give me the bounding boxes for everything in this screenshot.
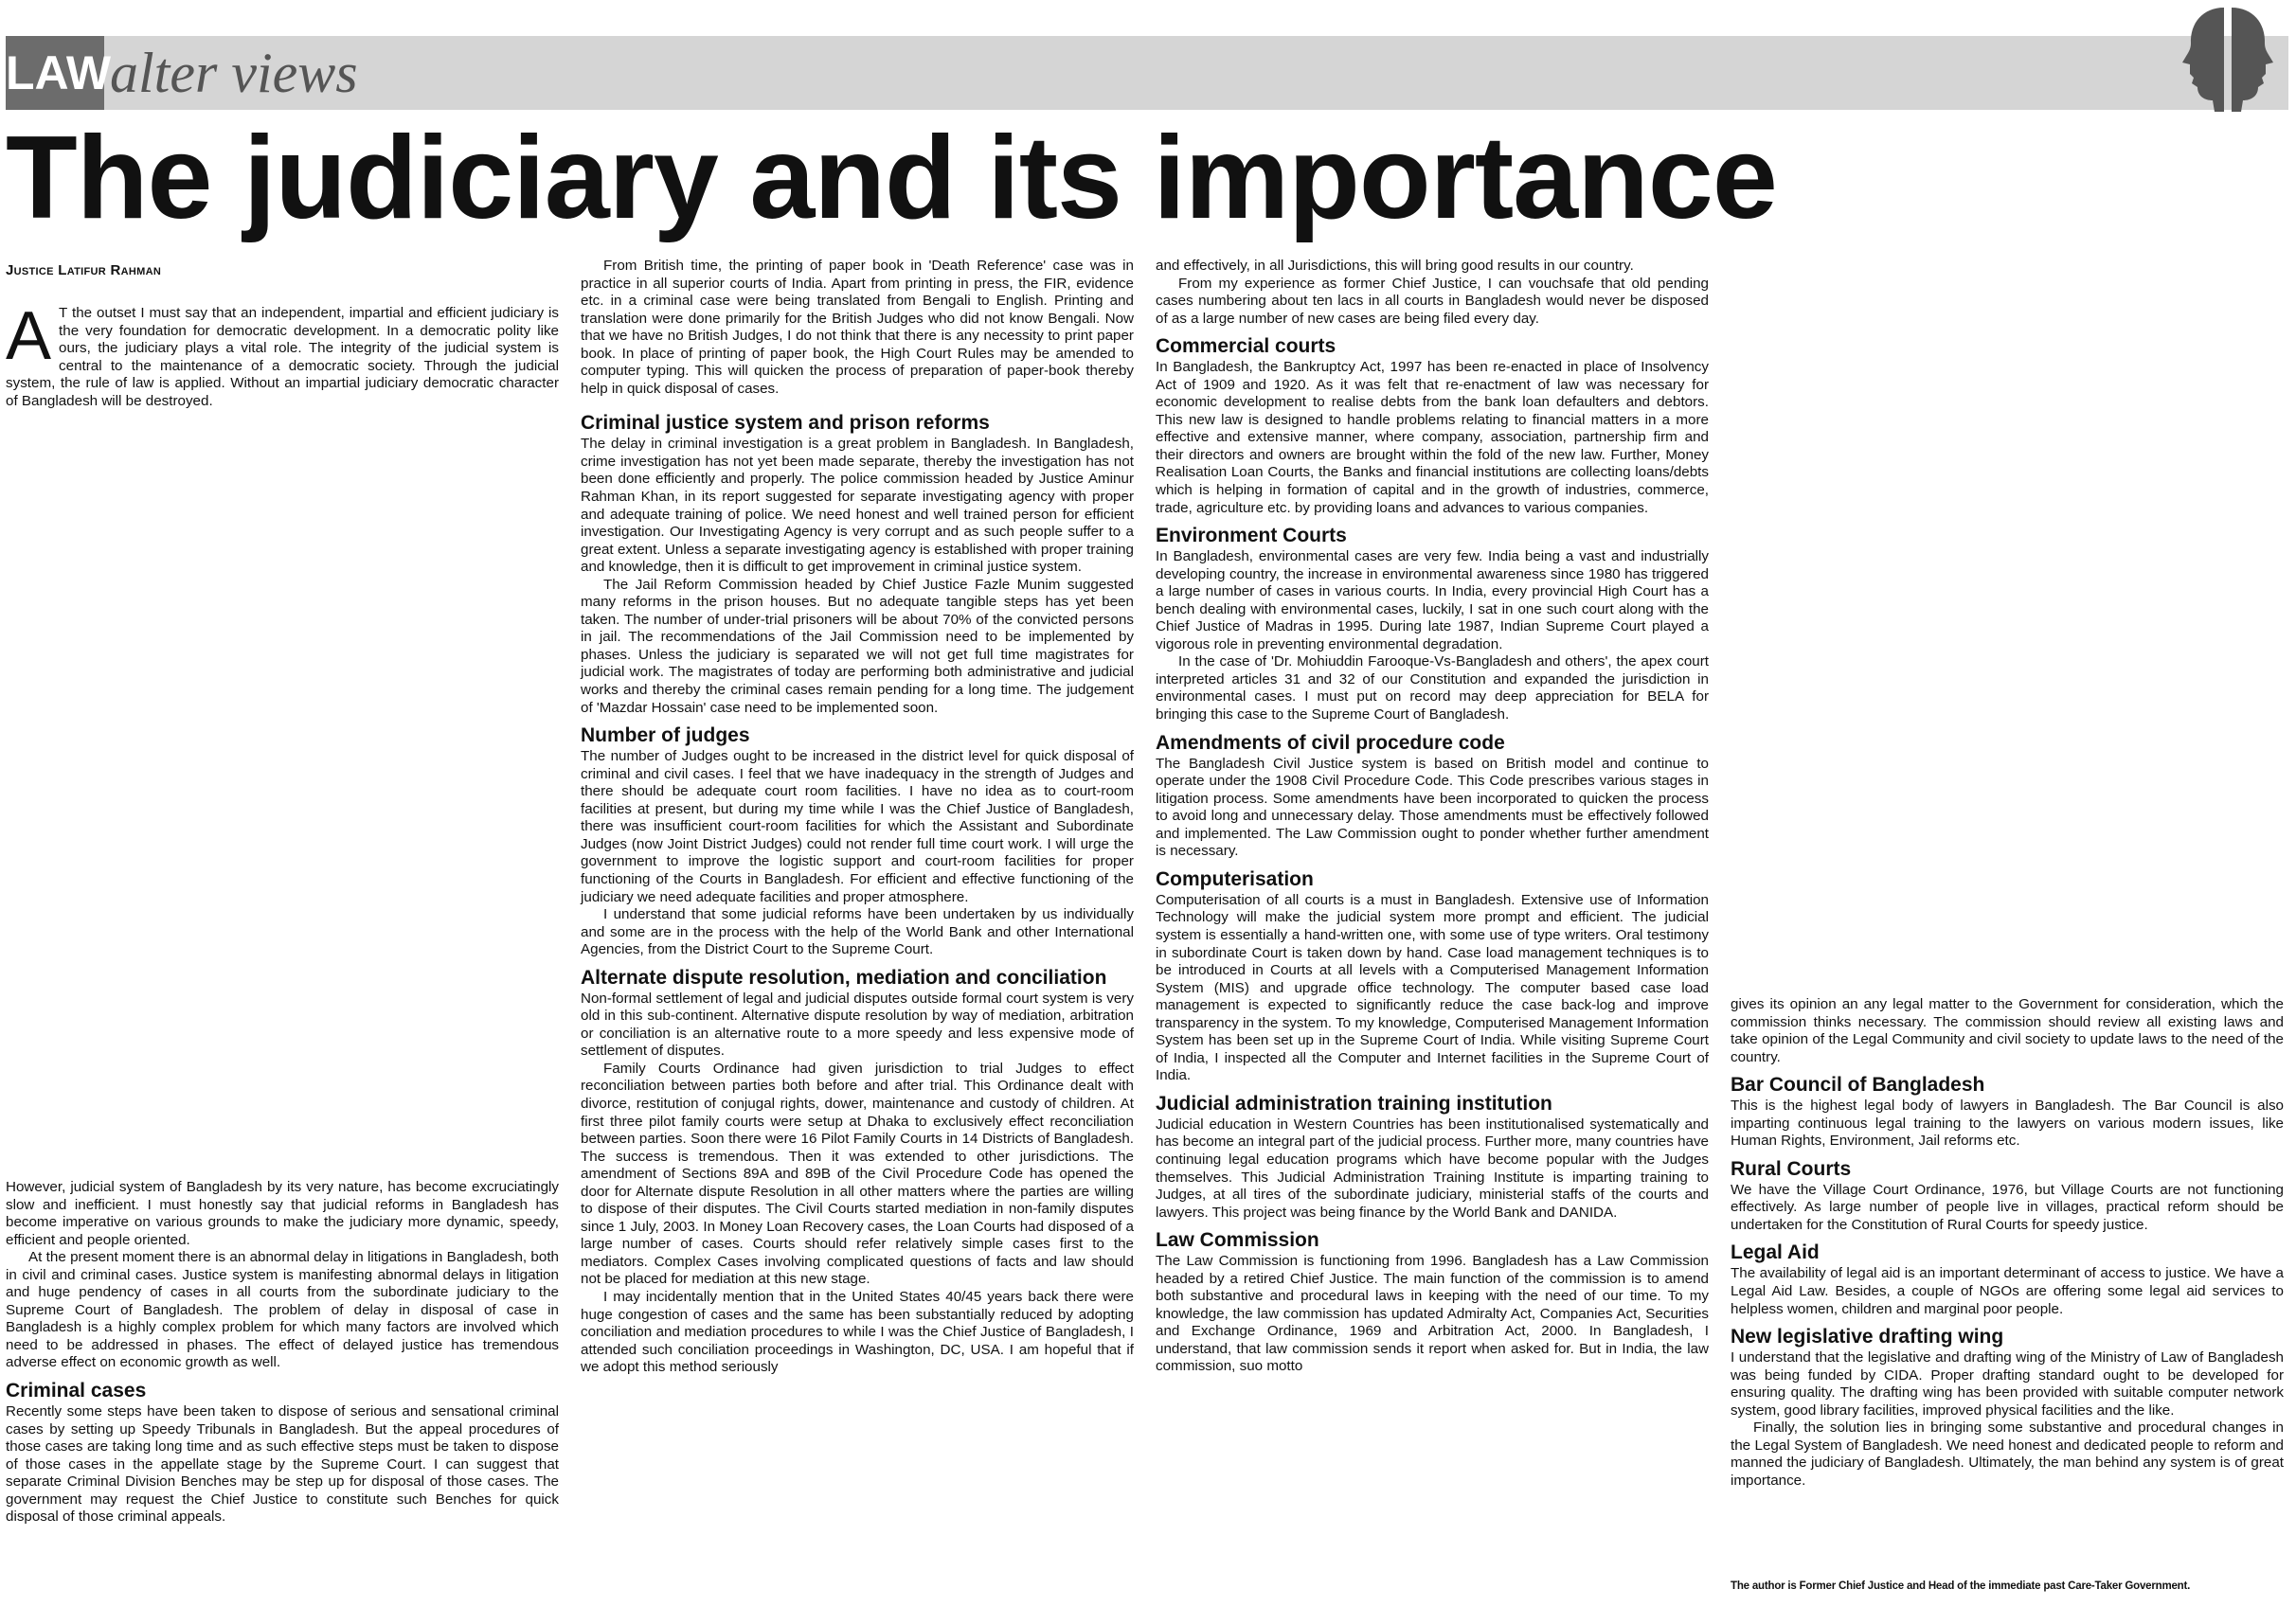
twin-faces-logo-icon	[2171, 2, 2285, 114]
paragraph: The Law Commission is functioning from 1996. Bangladesh has a Law Commission headed by a retired Chief Justice. The main function of the commission is to amend both substantive and procedural laws in keeping with the need of our time. To my knowledge, the law commission has updated Admiralty Act, Companies Act, Securities and Exchange Ordinance, 1969 and Arbitration Act, 2000. In Bangladesh, I understand, that law commission sends it report when asked for. But in India, the law commission, suo motto	[1156, 1253, 1709, 1375]
paragraph: Computerisation of all courts is a must in Bangladesh. Extensive use of Information Technology will make the judicial system more prompt and efficient. The judicial system is essentially a hand-written one, with some use of type writers. Oral testimony in subordinate Court is taken down by hand. Case load management techniques is to be introduced in Courts at all levels with a Computerised Management Information System (MIS) and upgrade office technology. The computer based case load management is expected to significantly reduce the case back-log and improve transparency in the system. To my knowledge, Computerised Management Information System has been set up in the Supreme Court of India. While visiting Supreme Court of India, I inspected all the Computer and Internet facilities in the Supreme Court of India.	[1156, 891, 1709, 1084]
paragraph: The Jail Reform Commission headed by Chief Justice Fazle Munim suggested many reforms in the prison houses. But no adequate tangible steps has yet been taken. The number of under-trial prisoners will be about 70% of the convicted persons in jail. The recommendations of the Jail Commission need to be implemented by phases. Unless the judiciary is separated we will not get full time magistrates for judicial work. The magistrates of today are performing both administrative and judicial works and thereby the criminal cases remain pending for a long time. The judgement of 'Mazdar Hossain' case need to be implemented soon.	[581, 576, 1134, 716]
subheading-number-of-judges: Number of judges	[581, 724, 750, 747]
paragraph: In Bangladesh, environmental cases are very few. India being a vast and industrially developing country, the increase in environmental awareness since 1980 has triggered a large number of cases in various courts. In India, every provincial High Court has a bench dealing with environmental cases, luckily, I sat in one such court along with the Chief Justice of Madras in 1995. During late 1987, Indian Supreme Court played a vigorous role in preventing environmental degradation.	[1156, 548, 1709, 652]
subheading-criminal-justice: Criminal justice system and prison reforms	[581, 412, 990, 435]
column-3	[1156, 258, 1709, 1376]
paragraph: Recently some steps have been taken to dispose of serious and sensational criminal cases by setting up Speedy Tribunals in Bangladesh. But the appeal procedures of those cases are taking long time and as such effective steps must be taken to dispose of those cases in the appellate stage by the Supreme Court. I can suggest that separate Criminal Division Benches may be step up for disposal of those cases. The government may request the Chief Justice to constitute such Benches for quick disposal of those criminal appeals.	[6, 1403, 559, 1526]
subheading-drafting-wing: New legislative drafting wing	[1731, 1326, 2004, 1348]
byline: Justice Latifur Rahman	[6, 262, 162, 278]
column-2	[581, 258, 1134, 1377]
subheading-training-institution: Judicial administration training institution	[1156, 1092, 1552, 1115]
paragraph: The Bangladesh Civil Justice system is based on British model and continue to operate under the 1908 Civil Procedure Code. This Code prescribes various stages in litigation process. Some amendments have been incorporated to quicken the process to avoid long and unnecessary delay. Those amendments must be effectively followed and implemented. The Law Commission ought to ponder whether further amendment is necessary.	[1156, 755, 1709, 860]
paragraph: From my experience as former Chief Justice, I can vouchsafe that old pending cases numbering about ten lacs in all courts in Bangladesh would never be disposed of as a large number of new cases are being filed every day.	[1156, 275, 1709, 327]
subheading-rural-courts: Rural Courts	[1731, 1157, 1852, 1180]
column-1-body	[6, 1179, 559, 1527]
section-name: alter views	[110, 42, 358, 104]
column-4	[1731, 996, 2284, 1490]
subheading-legal-aid: Legal Aid	[1731, 1241, 1820, 1264]
subheading-computerisation: Computerisation	[1156, 867, 1314, 890]
paragraph: gives its opinion an any legal matter to the Government for consideration, which the commission thinks necessary. The commission should review all existing laws and take opinion of the Legal Community and civil society to update laws to the need of the country.	[1731, 996, 2284, 1065]
paragraph: At the present moment there is an abnormal delay in litigations in Bangladesh, both in civil and criminal cases. Justice system is manifesting abnormal delays in litigation and huge pendency of cases in all courts from the subordinate judiciary to the Supreme Court of Bangladesh. The problem of delay in disposal of case in Bangladesh is a highly complex problem for which many factors are involved which need to be addressed in phases. The effect of delayed justice has tremendous adverse effect on economic growth as well.	[6, 1249, 559, 1371]
intro-paragraph	[6, 298, 559, 410]
subheading-bar-council: Bar Council of Bangladesh	[1731, 1074, 1985, 1097]
paragraph: We have the Village Court Ordinance, 1976, but Village Courts are not functioning effectively. As large number of people live in villages, practical reform should be undertaken for the Constitution of Rural Courts for speedy justice.	[1731, 1181, 2284, 1233]
subheading-environment-courts: Environment Courts	[1156, 525, 1347, 547]
paragraph: I understand that some judicial reforms have been undertaken by us individually and some are in the process with the help of the World Bank and other International Agencies, from the District Court to the Supreme Court.	[581, 906, 1134, 958]
paragraph: Family Courts Ordinance had given jurisdiction to trial Judges to effect reconciliation between parties both before and after trial. This Ordinance dealt with divorce, restitution of conjugal rights, dower, maintenance and custody of children. At first three pilot family courts were setup at Dhaka to exclusively effect reconciliation between parties. Soon there were 16 Pilot Family Courts in 14 Districts of Bangladesh. The success is tremendous. Then it was extended to other jurisdictions. The amendment of Sections 89A and 89B of the Civil Procedure Code has opened the door for Alternate dispute Resolution in all other matters where the parties are willing to dispose of their disputes. The Civil Courts started mediation in non-family disputes since 1 July, 2003. In Money Loan Recovery cases, the Loan Courts had disposed of a large number of cases. Courts should refer relatively simple cases first to the mediators. Complex Cases involving complicated questions of facts and law should not be placed for mediation at this new stage.	[581, 1060, 1134, 1288]
intro-text: T the outset I must say that an independent, impartial and efficient judiciary is the very foundation for democratic development. In a democratic polity like ours, the judiciary plays a vital role. The integrity of the judicial system is central to the maintenance of a democratic society. Through the judicial system, the rule of law is applied. Without an impartial judiciary democratic character of Bangladesh will be destroyed.	[6, 305, 559, 409]
paragraph: I understand that the legislative and drafting wing of the Ministry of Law of Bangladesh was being funded by CIDA. Proper drafting standard ought to be developed for ensuring quality. The drafting wing has been provided with suitable computer network system, good library facilities, improved physical facilities and the like.	[1731, 1349, 2284, 1419]
subheading-civil-procedure: Amendments of civil procedure code	[1156, 731, 1505, 754]
author-note: The author is Former Chief Justice and Head of the immediate past Care-Taker Government.	[1731, 1580, 2191, 1592]
paragraph: I may incidentally mention that in the United States 40/45 years back there were huge congestion of cases and the same has been substantially reduced by adopting conciliation and mediation procedures to while I was the Chief Justice of Bangladesh, I attended such conciliation proceedings in Washington, DC, USA. I am hopeful that if we adopt this method seriously	[581, 1288, 1134, 1376]
paragraph: and effectively, in all Jurisdictions, this will bring good results in our country.	[1156, 258, 1634, 274]
section-label: LAW	[6, 36, 104, 110]
subheading-adr: Alternate dispute resolution, mediation and conciliation	[581, 966, 1107, 989]
paragraph: Finally, the solution lies in bringing some substantive and procedural changes in the Legal System of Bangladesh. We need honest and dedicated people to reform and manned the judiciary of Bangladesh. Ultimately, the man behind any system is of great importance.	[1731, 1420, 2284, 1489]
subheading-law-commission: Law Commission	[1156, 1229, 1319, 1252]
paragraph: Non-formal settlement of legal and judicial disputes outside formal court system is very old in this sub-continent. Alternative dispute resolution by way of mediation, arbitration or conciliation is an alternative route to a more speedy and less expensive mode of settlement of disputes.	[581, 990, 1134, 1060]
paragraph: The availability of legal aid is an important determinant of access to justice. We have a Legal Aid Law. Besides, a couple of NGOs are offering some legal aid services to helpless women, children and marginal poor people.	[1731, 1265, 2284, 1317]
paragraph: In Bangladesh, the Bankruptcy Act, 1997 has been re-enacted in place of Insolvency Act of 1909 and 1920. As it was felt that re-enactment of law was necessary for economic development to realise debts from the bank loan defaulters and debtors. This new law is designed to handle problems relating to financial matters in a more effective and extensive manner, where company, association, partnership firm and their directors and owners are brought within the fold of the new law. Further, Money Realisation Loan Courts, the Banks and financial institutions are collecting loans/debts which is helping in formation of capital and in the growth of industries, commerce, trade, agriculture etc. by providing loans and advances to various companies.	[1156, 359, 1709, 516]
paragraph: This is the highest legal body of lawyers in Bangladesh. The Bar Council is also imparting continuous legal training to the lawyers on various modern issues, like Human Rights, Environment, Jail reforms etc.	[1731, 1098, 2284, 1150]
article-title: The judiciary and its importance	[6, 113, 1777, 243]
paragraph: In the case of 'Dr. Mohiuddin Farooque-Vs-Bangladesh and others', the apex court interpreted articles 31 and 32 of our Constitution and expanded the jurisdiction in environmental cases. I must put on record may deep appreciation for BELA for bringing this case to the Supreme Court of Bangladesh.	[1156, 653, 1709, 723]
drop-cap: A	[6, 298, 52, 374]
paragraph: Judicial education in Western Countries has been institutionalised systematically and has become an integral part of the judicial process. Further more, many countries have continuing legal education programs which have become popular with the Judges themselves. This Judicial Administration Training Institute is imparting training to Judges, at all tires of the subordinate judiciary, ministerial staffs of the courts and lawyers. This project was being finance by the World Bank and DANIDA.	[1156, 1116, 1709, 1221]
paragraph: The delay in criminal investigation is a great problem in Bangladesh. In Bangladesh, crime investigation has not yet been made separate, thereby the investigation has not been done efficiently and properly. The police commission headed by Justice Aminur Rahman Khan, in its report suggested for separate investigating agency with proper and adequate training of police. We need honest and well trained person for efficient investigation. Our Investigating Agency is very corrupt and as such people suffer to a great extent. Unless a separate investigating agency is established with proper training and knowledge, then it is difficult to get improvement in criminal justice system.	[581, 436, 1134, 576]
column-1-intro	[6, 298, 559, 410]
subheading-commercial-courts: Commercial courts	[1156, 335, 1336, 358]
subheading-criminal-cases: Criminal cases	[6, 1380, 147, 1402]
paragraph: However, judicial system of Bangladesh by its very nature, has become excruciatingly slow and inefficient. I must honestly say that judicial reforms in Bangladesh has become imperative on various grounds to make the judiciary more dynamic, speedy, efficient and people oriented.	[6, 1179, 559, 1248]
paragraph: From British time, the printing of paper book in 'Death Reference' case was in practice in all superior courts of India. Apart from printing in press, the FIR, evidence etc. in a criminal case were being translated from Bengali to English. Printing and translation were done primarily for the British Judges who did not know Bengali. Now that we have no British Judges, I do not think that there is any necessity to print paper book. In place of printing of paper book, the High Court Rules may be amended to computer typing. This will quicken the process of preparation of paper-book thereby help in quick disposal of cases.	[581, 258, 1134, 397]
paragraph: The number of Judges ought to be increased in the district level for quick disposal of criminal and civil cases. I feel that we have inadequacy in the strength of Judges and there should be adequate court room facilities. I have no idea as to court-room facilities at present, but during my time while I was the Chief Justice of Bangladesh, there was insufficient court-room facilities for which the Assistant and Subordinate Judges (now Joint District Judges) could not render full time court work. I will urge the government to improve the logistic support and court-room facilities for proper functioning of the Courts in Bangladesh. For efficient and effective functioning of the judiciary we need adequate facilities and proper atmosphere.	[581, 748, 1134, 905]
